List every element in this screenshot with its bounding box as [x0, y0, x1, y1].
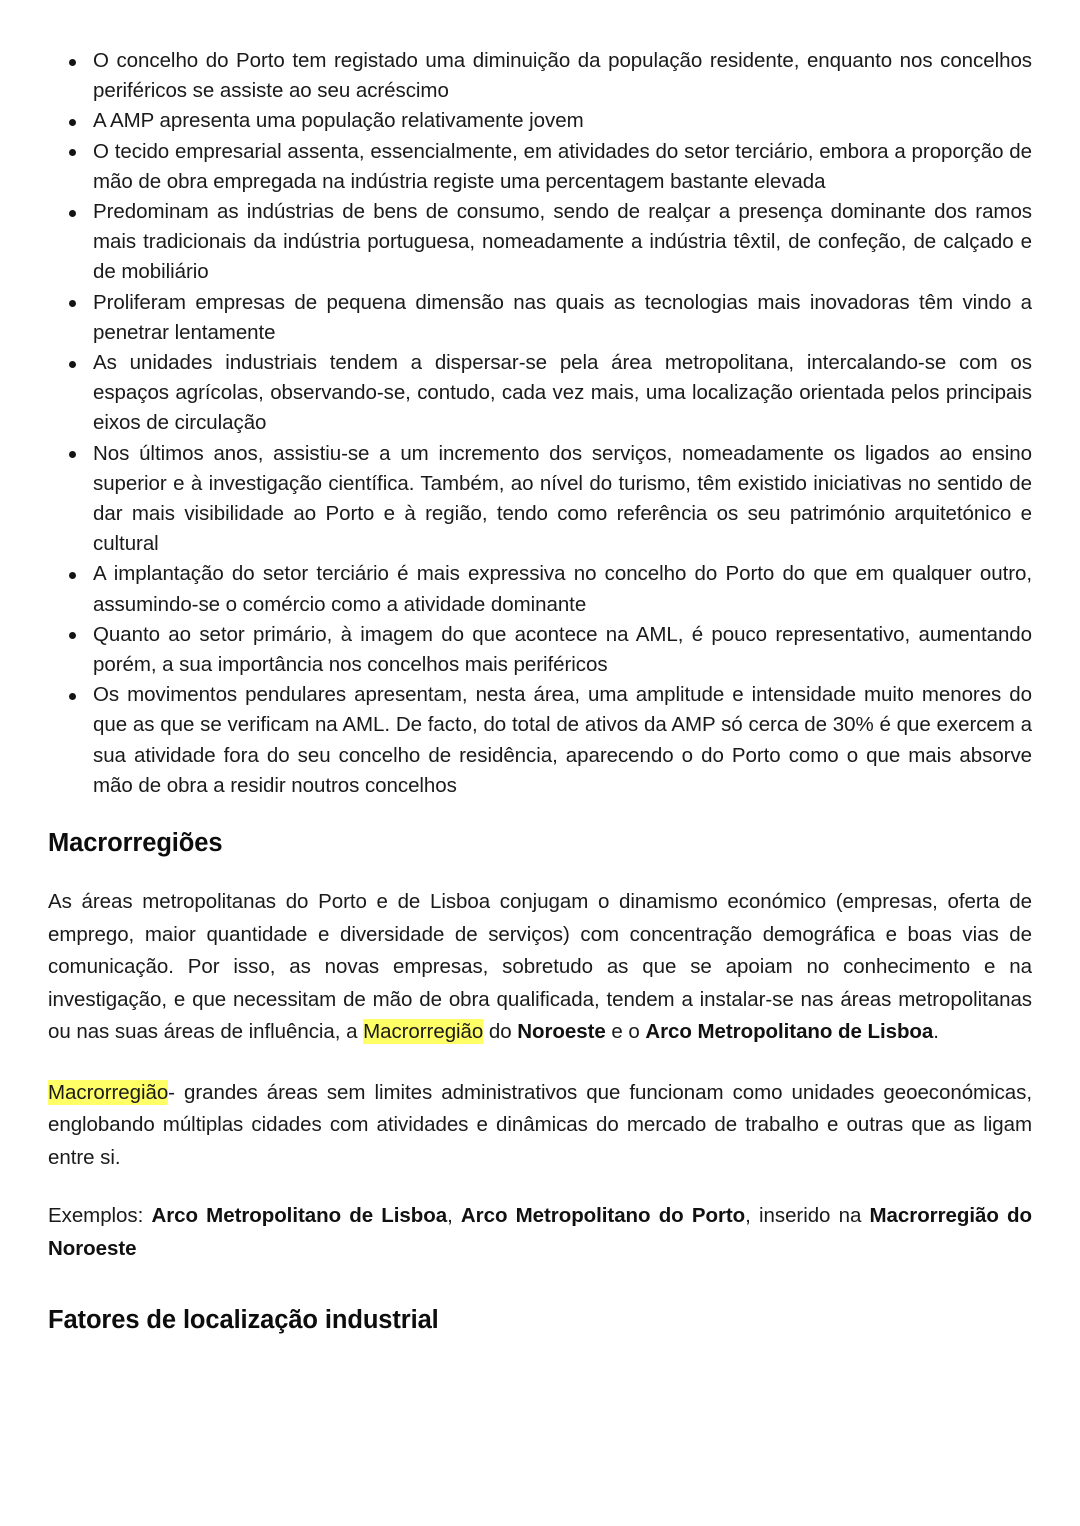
- highlight-macrorregiao-1: Macrorregião: [363, 1020, 484, 1044]
- example-bold-macrorregiao-noroeste: Macrorregião do Noroeste: [48, 1204, 1032, 1260]
- intro-bold-arco-metropolitano-lisboa: Arco Metropolitano de Lisboa: [645, 1020, 934, 1044]
- list-item: Proliferam empresas de pequena dimensão nas quais as tecnologias mais inovadoras têm vindo a penetrar lentamente: [48, 288, 1032, 348]
- examples-middle-text: , inserido na: [745, 1204, 870, 1228]
- example-bold-arco-porto: Arco Metropolitano do Porto: [460, 1204, 746, 1228]
- intro-text-part-2: do: [483, 1020, 518, 1044]
- examples-label: Exemplos:: [48, 1204, 152, 1228]
- characteristics-bullet-list: [48, 46, 1032, 801]
- intro-text-part-4: .: [933, 1020, 939, 1044]
- section-heading-fatores-localizacao-industrial: Fatores de localização industrial: [48, 1306, 439, 1335]
- list-item: A implantação do setor terciário é mais expressiva no concelho do Porto do que em qualquer outro, assumindo-se o comércio como a atividade dominante: [48, 559, 1032, 619]
- list-item: A AMP apresenta uma população relativamente jovem: [48, 106, 1032, 136]
- paragraph-macrorregiao-definition: [48, 1077, 1032, 1175]
- list-item: Nos últimos anos, assistiu-se a um incremento dos serviços, nomeadamente os ligados ao ensino superior e à investigação científica. Também, ao nível do turismo, têm existido iniciativas no sentido de dar mais visibilidade ao Porto e à região, tendo como referência os seu património arquitetónico e cultural: [48, 439, 1032, 560]
- paragraph-examples: [48, 1200, 1032, 1265]
- intro-text-part-1: As áreas metropolitanas do Porto e de Lisboa conjugam o dinamismo económico (empresas, oferta de emprego, maior quantidade e diversidade de serviços) com concentração demográfica e boas vias de comunicação. Por isso, as novas empresas, sobretudo as que se apoiam no conhecimento e na investigação, e que necessitam de mão de obra qualificada, tendem a instalar-se nas áreas metropolitanas ou nas suas áreas de influência, a: [48, 890, 1032, 1044]
- list-item: O tecido empresarial assenta, essencialmente, em atividades do setor terciário, embora a proporção de mão de obra empregada na indústria registe uma percentagem bastante elevada: [48, 137, 1032, 197]
- list-item: As unidades industriais tendem a dispersar-se pela área metropolitana, intercalando-se com os espaços agrícolas, observando-se, contudo, cada vez mais, uma localização orientada pelos principais eixos de circulação: [48, 348, 1032, 439]
- intro-bold-noroeste: Noroeste: [517, 1020, 606, 1044]
- examples-separator: ,: [447, 1204, 461, 1228]
- highlight-macrorregiao-2: Macrorregião: [48, 1080, 169, 1104]
- list-item: Os movimentos pendulares apresentam, nesta área, uma amplitude e intensidade muito menores do que as que se verificam na AML. De facto, do total de ativos da AMP só cerca de 30% é que exercem a sua atividade fora do seu concelho de residência, aparecendo o do Porto como o que mais absorve mão de obra a residir noutros concelhos: [48, 680, 1032, 801]
- intro-text-part-3: e o: [605, 1020, 646, 1044]
- list-item: O concelho do Porto tem registado uma diminuição da população residente, enquanto nos concelhos periféricos se assiste ao seu acréscimo: [48, 46, 1032, 106]
- definition-text: - grandes áreas sem limites administrativos que funcionam como unidades geoeconómicas, englobando múltiplas cidades com atividades e dinâmicas do mercado de trabalho e outras que as ligam entre si.: [48, 1080, 1032, 1169]
- paragraph-macrorregioes-intro: [48, 886, 1032, 1049]
- list-item: Quanto ao setor primário, à imagem do que acontece na AML, é pouco representativo, aumentando porém, a sua importância nos concelhos mais periféricos: [48, 620, 1032, 680]
- list-item: Predominam as indústrias de bens de consumo, sendo de realçar a presença dominante dos ramos mais tradicionais da indústria portuguesa, nomeadamente a indústria têxtil, de confeção, de calçado e de mobiliário: [48, 197, 1032, 288]
- example-bold-arco-lisboa: Arco Metropolitano de Lisboa: [151, 1204, 448, 1228]
- section-heading-macrorregioes: Macrorregiões: [48, 829, 223, 858]
